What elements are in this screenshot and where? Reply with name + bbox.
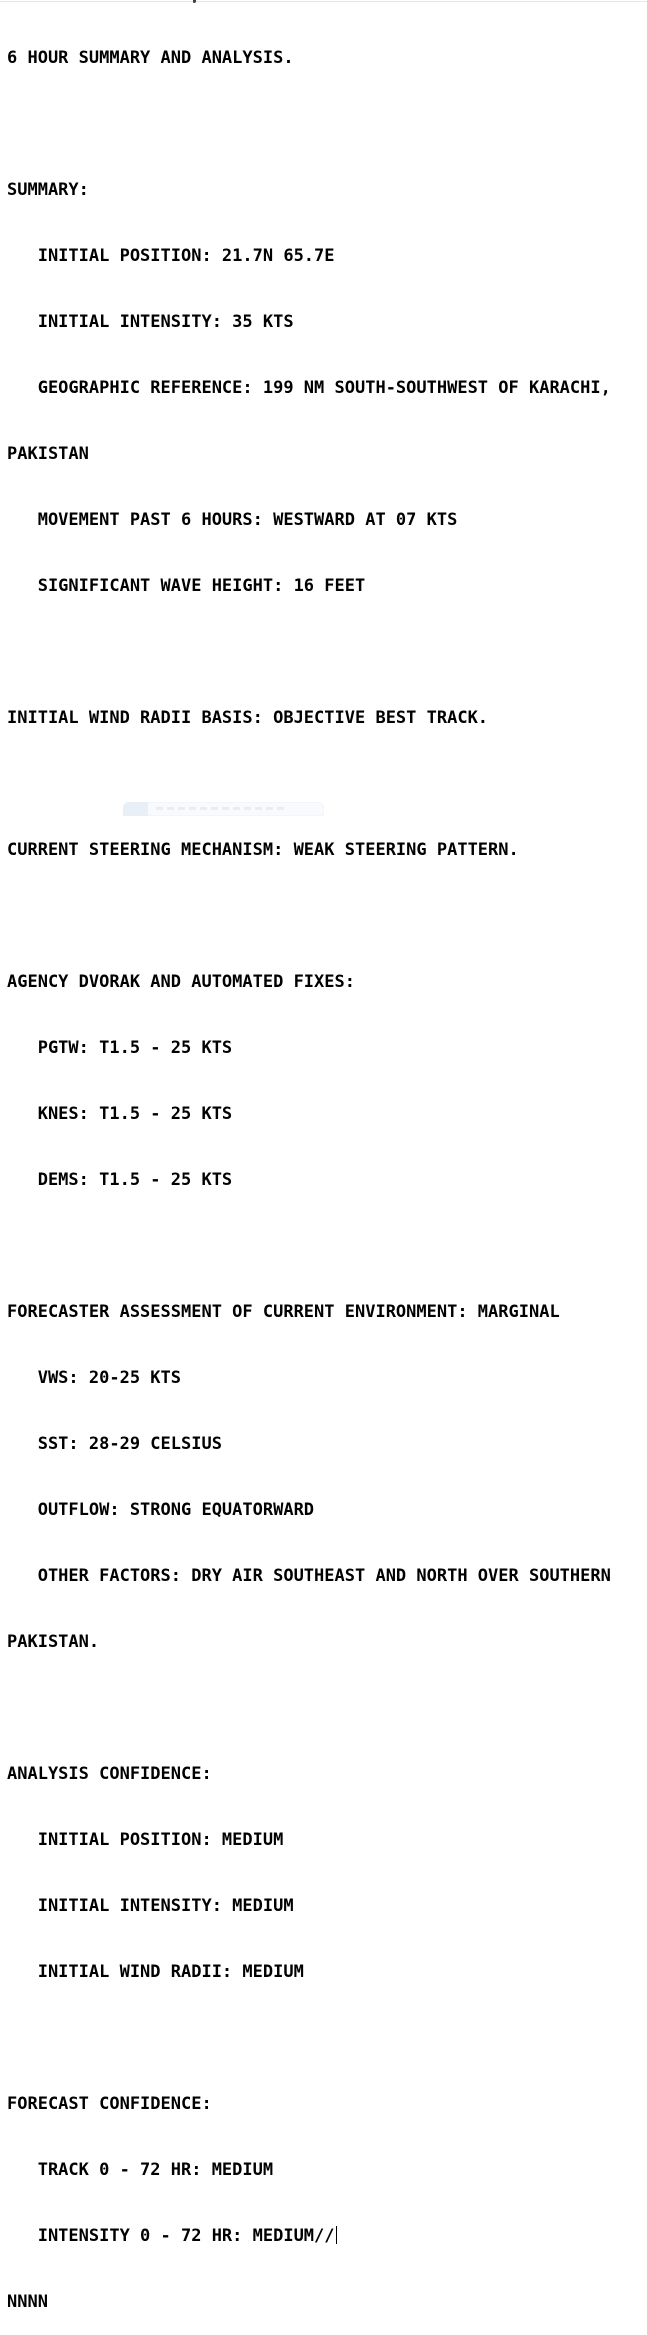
text-line: GEOGRAPHIC REFERENCE: 199 NM SOUTH-SOUTHWEST OF KARACHI, — [7, 378, 611, 398]
text-line — [7, 773, 647, 795]
text-line: INITIAL WIND RADII: MEDIUM — [7, 1962, 304, 1982]
text-line: PGTW: T1.5 - 25 KTS — [7, 1038, 233, 1058]
overlay-button-icon — [123, 802, 148, 816]
text-line: MOVEMENT PAST 6 HOURS: WESTWARD AT 07 KTS — [7, 510, 458, 530]
text-line: KNES: T1.5 - 25 KTS — [7, 1104, 233, 1124]
text-line: OTHER FACTORS: DRY AIR SOUTHEAST AND NORTH OVER SOUTHERN — [7, 1566, 611, 1586]
text-line — [7, 1235, 647, 1257]
text-line: INITIAL INTENSITY: 35 KTS — [7, 312, 294, 332]
text-line — [7, 113, 647, 135]
text-line: SIGNIFICANT WAVE HEIGHT: 16 FEET — [7, 576, 366, 596]
text-line: FORECASTER ASSESSMENT OF CURRENT ENVIRONMENT: MARGINAL — [7, 1302, 560, 1322]
text-line: PAKISTAN — [7, 444, 89, 464]
text-line: PAKISTAN. — [7, 1632, 100, 1652]
text-line: INITIAL WIND RADII BASIS: OBJECTIVE BEST TRACK. — [7, 708, 489, 728]
overlay-button[interactable] — [123, 802, 324, 816]
text-line: SUMMARY: — [7, 180, 89, 200]
text-line: 6 HOUR SUMMARY AND ANALYSIS. — [7, 48, 294, 68]
text-line: NNNN — [7, 2292, 48, 2312]
text-line: VWS: 20-25 KTS — [7, 1368, 181, 1388]
text-line: FORECAST CONFIDENCE: — [7, 2094, 212, 2114]
text-line-content: INTENSITY 0 - 72 HR: MEDIUM// — [7, 2226, 335, 2246]
text-line — [7, 2225, 647, 2247]
text-line: AGENCY DVORAK AND AUTOMATED FIXES: — [7, 972, 355, 992]
text-line: CURRENT STEERING MECHANISM: WEAK STEERING PATTERN. — [7, 840, 519, 860]
text-line — [7, 2027, 647, 2049]
text-line — [7, 641, 647, 663]
text-line: ANALYSIS CONFIDENCE: — [7, 1764, 212, 1784]
overlay-faint-text — [156, 807, 286, 810]
text-line: DEMS: T1.5 - 25 KTS — [7, 1170, 233, 1190]
text-line: INITIAL POSITION: 21.7N 65.7E — [7, 246, 335, 266]
text-line: TRACK 0 - 72 HR: MEDIUM — [7, 2160, 274, 2180]
text-line — [7, 1697, 647, 1719]
text-cursor-caret — [336, 2226, 338, 2244]
text-line: SST: 28-29 CELSIUS — [7, 1434, 222, 1454]
text-line — [7, 905, 647, 927]
text-line: INITIAL POSITION: MEDIUM — [7, 1830, 284, 1850]
text-line: INITIAL INTENSITY: MEDIUM — [7, 1896, 294, 1916]
text-line: OUTFLOW: STRONG EQUATORWARD — [7, 1500, 315, 1520]
